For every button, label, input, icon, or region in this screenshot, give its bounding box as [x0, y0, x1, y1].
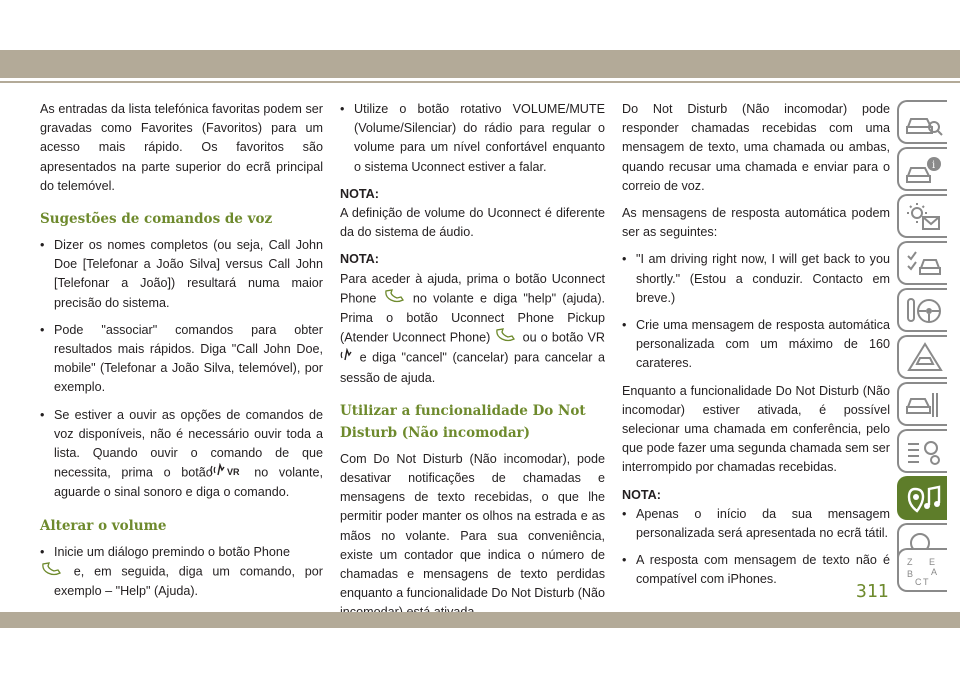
tab-steering[interactable]	[897, 288, 947, 332]
svg-text:B: B	[907, 569, 914, 579]
note-label: NOTA:	[340, 186, 379, 201]
bullet-item: • Apenas o início da sua mensagem personalizada será apresentada no ecrã tátil.	[622, 505, 890, 543]
page-number: 311	[856, 581, 889, 602]
header-rule	[0, 81, 960, 83]
note-label: NOTA:	[340, 252, 379, 267]
car-info-icon	[905, 154, 943, 186]
bullet-item: • Pode "associar" comandos para obter resultados mais rápidos. Diga "Call John Doe, mobile" (Telefonar a João Silva, telemóvel), por exemplo.	[40, 321, 323, 398]
bullet-text: e, em seguida, diga um comando, por exemplo – "Help" (Ajuda).	[54, 564, 323, 599]
paragraph: As entradas da lista telefónica favoritas podem ser gravadas como Favorites (Favoritos) para um acesso mais rápido. Os favoritos são apresentados na parte superior do ecrã principal do telemóvel.	[40, 102, 323, 193]
tab-specifications[interactable]	[897, 429, 947, 473]
paragraph: Do Not Disturb (Não incomodar) pode responder chamadas recebidas com uma mensagem de texto, uma chamada ou ambas, quando recusar uma chamada e enviar para o correio de voz.	[622, 102, 890, 193]
paragraph: Com Do Not Disturb (Não incomodar), pode desativar notificações de chamadas e mensagens de texto recebidas, o que lhe permitir poder manter os olhos na estrada e as mãos no volante. Para sua conveniência, existe um contador que indica o número de chamadas e mensagens de texto perdidas enquanto a funcionalidade Do Not Disturb (Não	[340, 451, 605, 601]
paragraph-text: e diga "cancel" (cancelar) para cancelar a sessão de ajuda.	[340, 350, 605, 385]
tab-emergency[interactable]	[897, 335, 947, 379]
section-heading: Utilizar a funcionalidade Do Not Disturb (Não incomodar)	[340, 402, 586, 441]
svg-text:Z: Z	[907, 557, 913, 567]
column-3	[622, 100, 890, 598]
footer-band	[0, 612, 960, 628]
svg-text:C: C	[915, 577, 922, 587]
car-wrench-icon	[905, 389, 943, 421]
bullet-item: • A resposta com mensagem de texto não é compatível com iPhones.	[622, 551, 890, 589]
tab-index[interactable]	[897, 548, 947, 592]
svg-text:i: i	[932, 160, 936, 171]
tab-vehicle-inspection[interactable]	[897, 100, 947, 144]
tab-vehicle-info[interactable]	[897, 147, 947, 191]
section-heading: Sugestões de comandos de voz	[40, 211, 273, 228]
phone-icon	[383, 289, 407, 309]
tab-multimedia[interactable]	[897, 476, 947, 520]
bullet-item: • Utilize o botão rotativo VOLUME/MUTE (Volume/Silenciar) do rádio para regular o volume para um nível confortável enquanto o sistema Uconnect estiver a falar.	[340, 100, 605, 177]
tab-checklist[interactable]	[897, 241, 947, 285]
bullet-item: • Dizer os nomes completos (ou seja, Call John Doe [Telefonar a João Silva] versus Call John [Telefonar a João]) resultará numa maior precisão do sistema.	[40, 236, 323, 313]
paragraph: As mensagens de resposta automática podem ser as seguintes:	[622, 206, 890, 240]
tab-warning-lights[interactable]	[897, 194, 947, 238]
bullet-item	[40, 406, 323, 503]
svg-text:T: T	[923, 577, 929, 587]
svg-text:E: E	[929, 557, 936, 567]
svg-text:A: A	[931, 567, 938, 577]
voice-recognition-icon	[340, 348, 354, 368]
paragraph	[340, 270, 605, 388]
paragraph: A definição de volume do Uconnect é diferente da do sistema de áudio.	[340, 206, 605, 240]
gears-list-icon	[905, 436, 943, 468]
paragraph: Enquanto a funcionalidade Do Not Disturb (Não incomodar) estiver ativada, é possível selecionar uma chamada em conferência, pelo que pode fazer uma segunda chamada sem ser interrompido por chamadas recebidas.	[622, 383, 890, 475]
checklist-car-icon	[905, 248, 943, 280]
paragraph-text: no volante e diga "help" (ajuda). Prima o botão Uconnect Phone Pickup (Atender Uconnect Phone)	[340, 291, 606, 345]
column-1	[40, 100, 323, 609]
bullet-item: • "I am driving right now, I will get back to you shortly." (Estou a conduzir. Contacto em breve.)	[622, 250, 890, 308]
phone-icon	[54, 562, 64, 582]
column-2	[340, 100, 605, 631]
svg-text:VR: VR	[226, 467, 240, 478]
section-heading: Alterar o volume	[40, 517, 167, 534]
warning-lights-icon	[905, 201, 943, 233]
paragraph-text: ou o botão VR	[522, 330, 605, 345]
header-band	[0, 50, 960, 78]
tab-service[interactable]	[897, 382, 947, 426]
note-label: NOTA:	[622, 487, 661, 502]
steering-wheel-icon	[905, 295, 943, 327]
bullet-item: • Crie uma mensagem de resposta automática personalizada com um máximo de 160 carateres.	[622, 316, 890, 374]
voice-recognition-icon	[224, 463, 244, 483]
bullet-text: no volante, aguarde o sinal sonoro e diga o comando.	[54, 465, 324, 500]
car-magnifier-icon	[905, 107, 943, 139]
bullet-item	[40, 543, 323, 602]
bullet-text: Se estiver a ouvir as opções de comandos de voz disponíveis, não é necessário ouvir toda a lista. Quando ouvir o comando de que necessita, prima o botão	[54, 407, 323, 480]
bullet-text: Inicie um diálogo premindo o botão Phone	[54, 544, 290, 559]
phone-icon	[494, 328, 518, 348]
car-crash-icon	[905, 342, 943, 374]
index-letters-icon	[905, 555, 943, 587]
paragraph-text: Para aceder à ajuda, prima o botão Uconnect Phone	[340, 271, 605, 306]
multimedia-icon	[905, 483, 943, 515]
